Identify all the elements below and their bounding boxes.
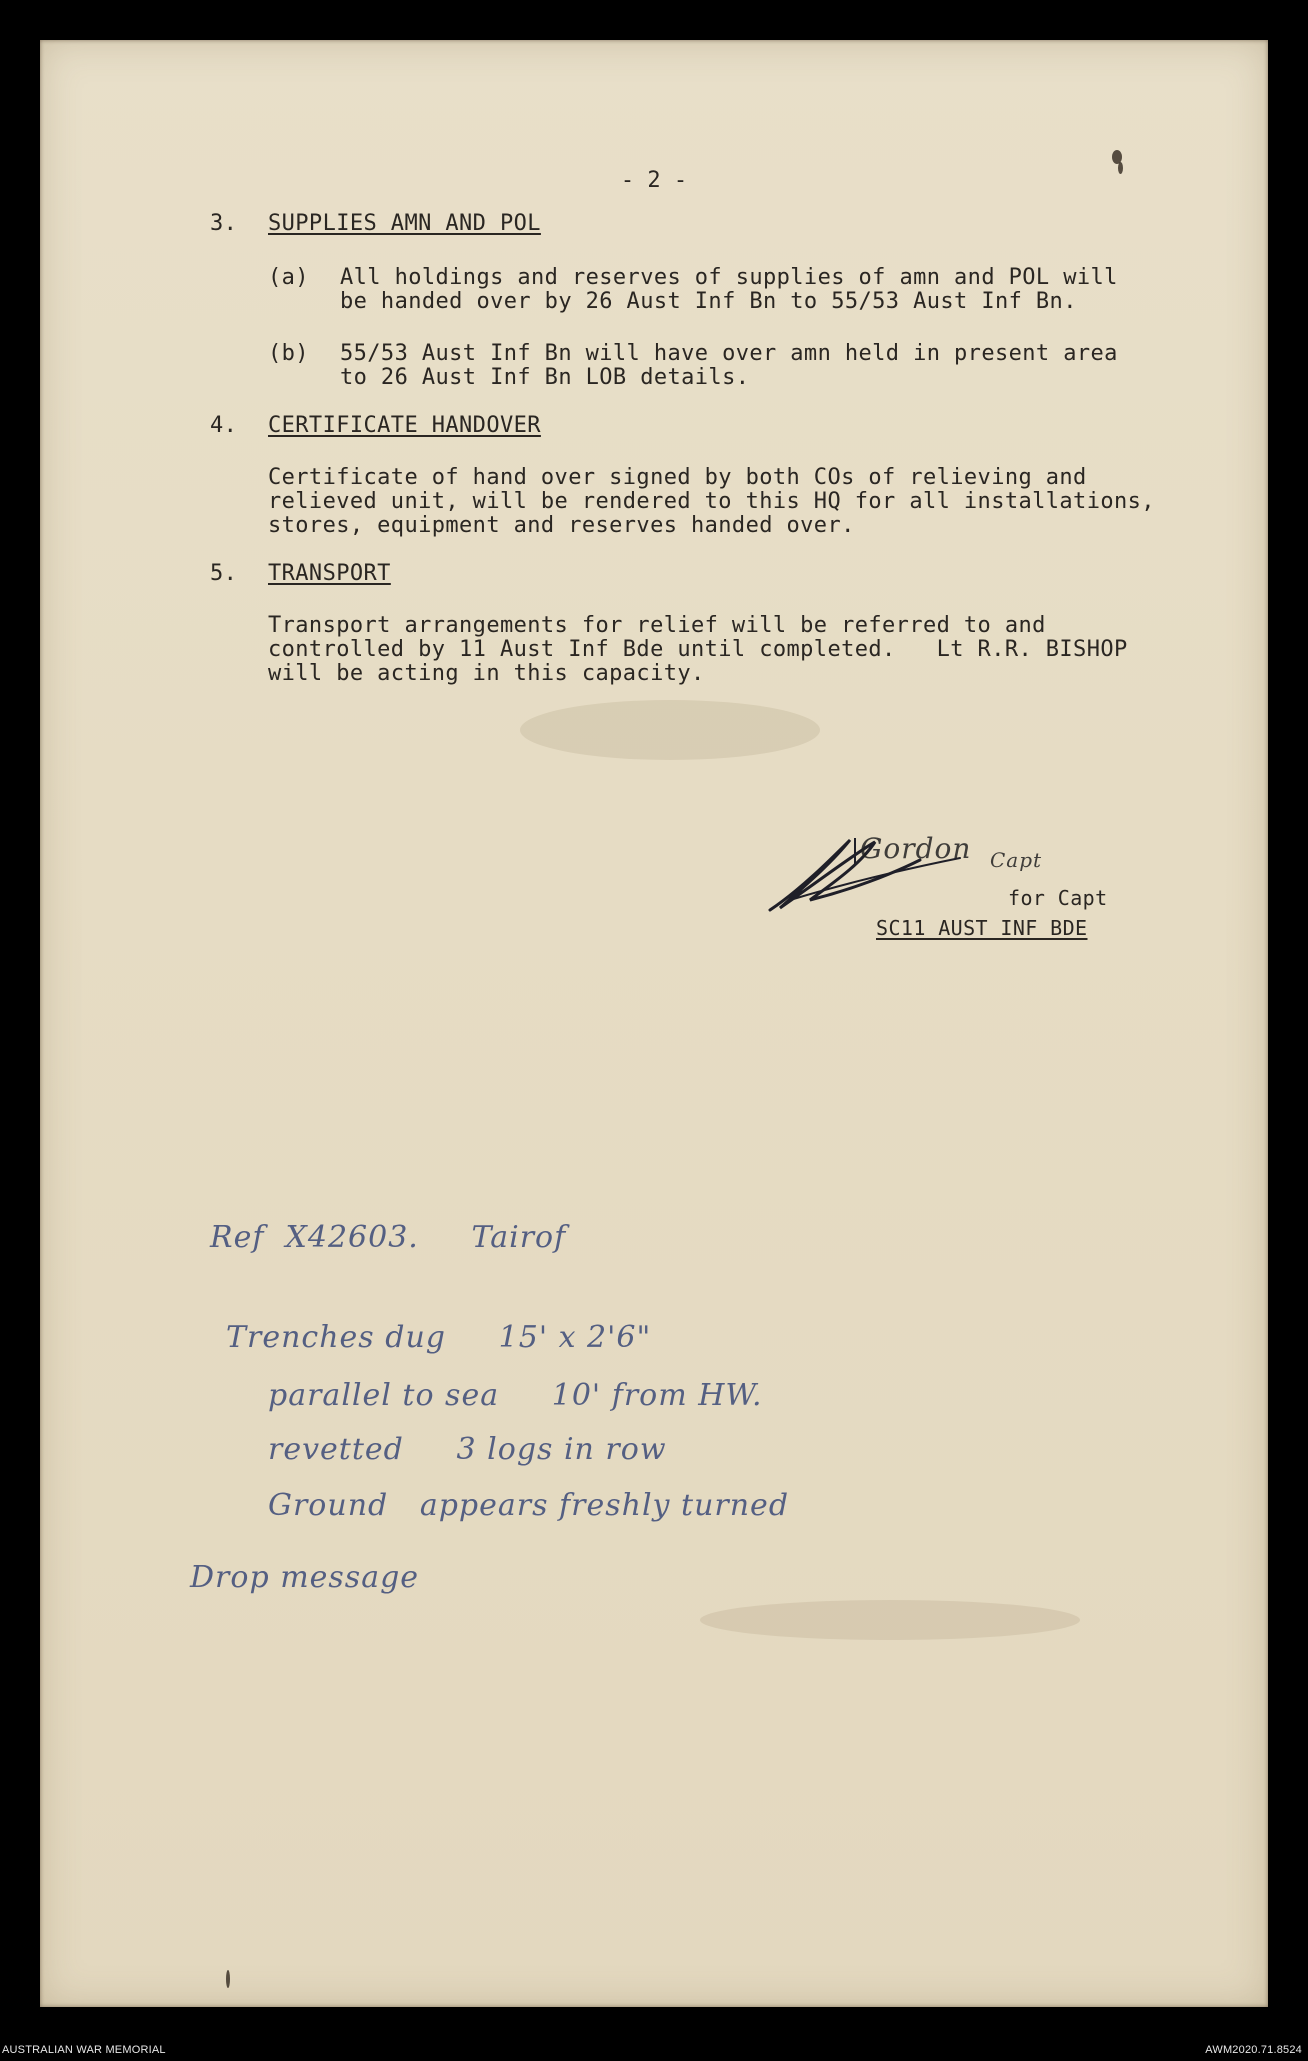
section-3a-line1: All holdings and reserves of supplies of amn and POL will: [340, 265, 1118, 290]
handwritten-note-line: Ref X42603. Tairof: [210, 1220, 567, 1255]
section-4-line: relieved unit, will be rendered to this HQ for all installations,: [268, 489, 1155, 514]
section-3a-line2: be handed over by 26 Aust Inf Bn to 55/53 Aust Inf Bn.: [340, 289, 1077, 314]
section-3b-line1: 55/53 Aust Inf Bn will have over amn held in present area: [340, 341, 1118, 366]
section-5-line: controlled by 11 Aust Inf Bde until completed. Lt R.R. BISHOP: [268, 637, 1128, 662]
paper-mark: [226, 1970, 230, 1988]
footer-archive-label: AUSTRALIAN WAR MEMORIAL: [2, 2044, 166, 2056]
footer-accession-number: AWM2020.71.8524: [1205, 2044, 1302, 2056]
section-5-line: Transport arrangements for relief will be referred to and: [268, 613, 1046, 638]
signature-block: SC11 AUST INF BDE: [876, 916, 1088, 940]
section-3b-line2: to 26 Aust Inf Bn LOB details.: [340, 365, 750, 390]
section-3a-label: (a): [268, 265, 309, 290]
handwritten-note-line: revetted 3 logs in row: [268, 1432, 667, 1467]
section-3-number: 3.: [210, 211, 238, 236]
signature-for-line: for Capt: [1008, 886, 1108, 910]
paper-sheet: [40, 40, 1268, 2007]
section-4-heading: CERTIFICATE HANDOVER: [268, 413, 541, 438]
section-4-line: stores, equipment and reserves handed over.: [268, 513, 855, 538]
section-4-line: Certificate of hand over signed by both COs of relieving and: [268, 465, 1087, 490]
handwritten-note-line: parallel to sea 10' from HW.: [268, 1378, 763, 1413]
handwritten-note-line: Drop message: [190, 1560, 420, 1595]
section-5-heading: TRANSPORT: [268, 561, 391, 586]
section-5-number: 5.: [210, 561, 238, 586]
signature-name: Gordon: [860, 832, 972, 865]
page-number: - 2 -: [620, 168, 688, 193]
section-3b-label: (b): [268, 341, 309, 366]
paper-smudge: [700, 1600, 1080, 1640]
section-3-heading: SUPPLIES AMN AND POL: [268, 211, 541, 236]
section-5-line: will be acting in this capacity.: [268, 661, 705, 686]
signature-rank: Capt: [990, 848, 1043, 872]
handwritten-note-line: Trenches dug 15' x 2'6": [226, 1320, 652, 1355]
handwritten-note-line: Ground appears freshly turned: [268, 1488, 790, 1523]
section-4-number: 4.: [210, 413, 238, 438]
paper-smudge: [520, 700, 820, 760]
